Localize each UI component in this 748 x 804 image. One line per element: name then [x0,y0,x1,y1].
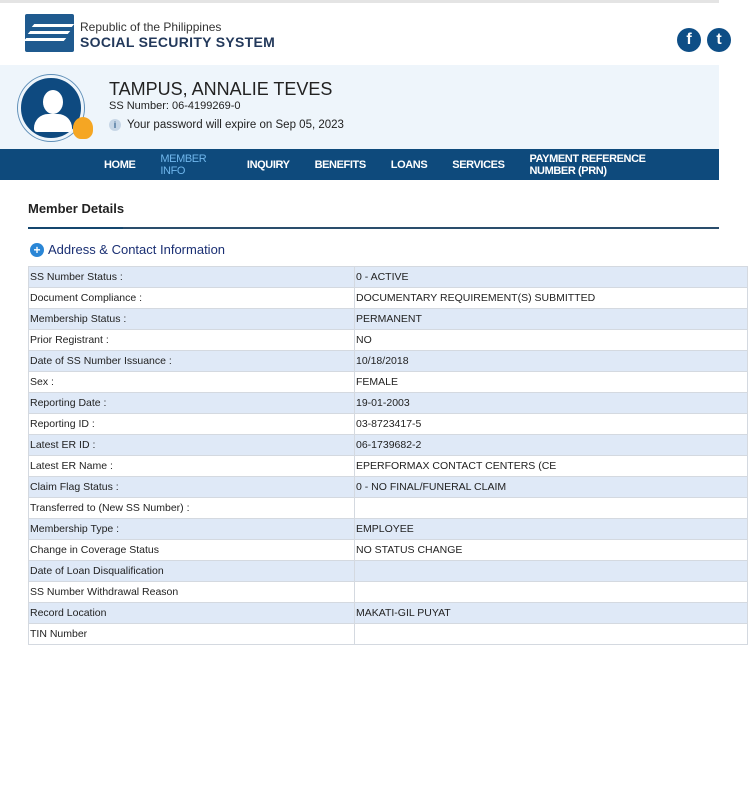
row-label: Date of Loan Disqualification [29,561,355,582]
row-label: Document Compliance : [29,288,355,309]
password-notice-text: Your password will expire on Sep 05, 2023 [127,119,344,131]
row-value: NO STATUS CHANGE [355,540,748,561]
ss-number: SS Number: 06-4199269-0 [109,100,241,112]
member-details-table [28,266,748,645]
table-row [29,414,748,435]
table-row [29,267,748,288]
table-row [29,477,748,498]
nav-member-info[interactable]: MEMBER INFO [160,152,207,177]
table-row [29,456,748,477]
row-value: NO [355,330,748,351]
member-name: TAMPUS, ANNALIE TEVES [109,79,333,99]
nav-loans[interactable]: LOANS [390,158,428,171]
row-label: Date of SS Number Issuance : [29,351,355,372]
table-row [29,498,748,519]
nav-prn[interactable]: PAYMENT REFERENCE NUMBER (PRN) [529,152,646,177]
main-nav [0,149,719,180]
row-label: Transferred to (New SS Number) : [29,498,355,519]
table-row [29,624,748,645]
row-label: SS Number Status : [29,267,355,288]
row-label: Sex : [29,372,355,393]
row-label: Record Location [29,603,355,624]
password-notice [109,119,344,131]
row-label: SS Number Withdrawal Reason [29,582,355,603]
row-value: EPERFORMAX CONTACT CENTERS (CE [355,456,748,477]
row-label: Change in Coverage Status [29,540,355,561]
row-value: 0 - NO FINAL/FUNERAL CLAIM [355,477,748,498]
row-value: 10/18/2018 [355,351,748,372]
sss-logo-icon[interactable] [25,14,74,52]
table-row [29,393,748,414]
row-label: Membership Type : [29,519,355,540]
row-value: 19-01-2003 [355,393,748,414]
row-value: 06-1739682-2 [355,435,748,456]
info-icon: i [109,119,121,131]
row-value: EMPLOYEE [355,519,748,540]
twitter-icon[interactable]: t [707,28,731,52]
nav-inquiry[interactable]: INQUIRY [246,158,290,171]
row-label: Reporting ID : [29,414,355,435]
row-label: TIN Number [29,624,355,645]
table-row [29,372,748,393]
table-row [29,330,748,351]
nav-services[interactable]: SERVICES [452,158,505,171]
row-value [355,582,748,603]
profile-banner [0,65,719,149]
row-value: 0 - ACTIVE [355,267,748,288]
page-title: Member Details [28,201,125,216]
table-row [29,351,748,372]
table-row [29,435,748,456]
row-label: Claim Flag Status : [29,477,355,498]
table-row [29,540,748,561]
row-label: Reporting Date : [29,393,355,414]
row-value [355,561,748,582]
table-row [29,288,748,309]
facebook-icon[interactable]: f [677,28,701,52]
table-row [29,582,748,603]
table-row [29,519,748,540]
row-label: Membership Status : [29,309,355,330]
row-label: Prior Registrant : [29,330,355,351]
row-value: MAKATI-GIL PUYAT [355,603,748,624]
row-value: DOCUMENTARY REQUIREMENT(S) SUBMITTED [355,288,748,309]
row-value [355,624,748,645]
site-header [0,3,722,65]
section-title: Address & Contact Information [48,242,226,257]
table-row [29,603,748,624]
brand-line1: Republic of the Philippines [80,20,222,34]
row-value [355,498,748,519]
title-divider [28,227,719,229]
row-label: Latest ER ID : [29,435,355,456]
row-value: 03-8723417-5 [355,414,748,435]
table-row [29,561,748,582]
row-label: Latest ER Name : [29,456,355,477]
address-contact-toggle[interactable] [30,242,225,257]
nav-home[interactable]: HOME [104,158,136,171]
plus-icon: + [30,243,44,257]
row-value: PERMANENT [355,309,748,330]
row-value: FEMALE [355,372,748,393]
brand-line2: SOCIAL SECURITY SYSTEM [80,34,276,50]
badge-icon [73,117,93,139]
table-row [29,309,748,330]
nav-benefits[interactable]: BENEFITS [314,158,366,171]
